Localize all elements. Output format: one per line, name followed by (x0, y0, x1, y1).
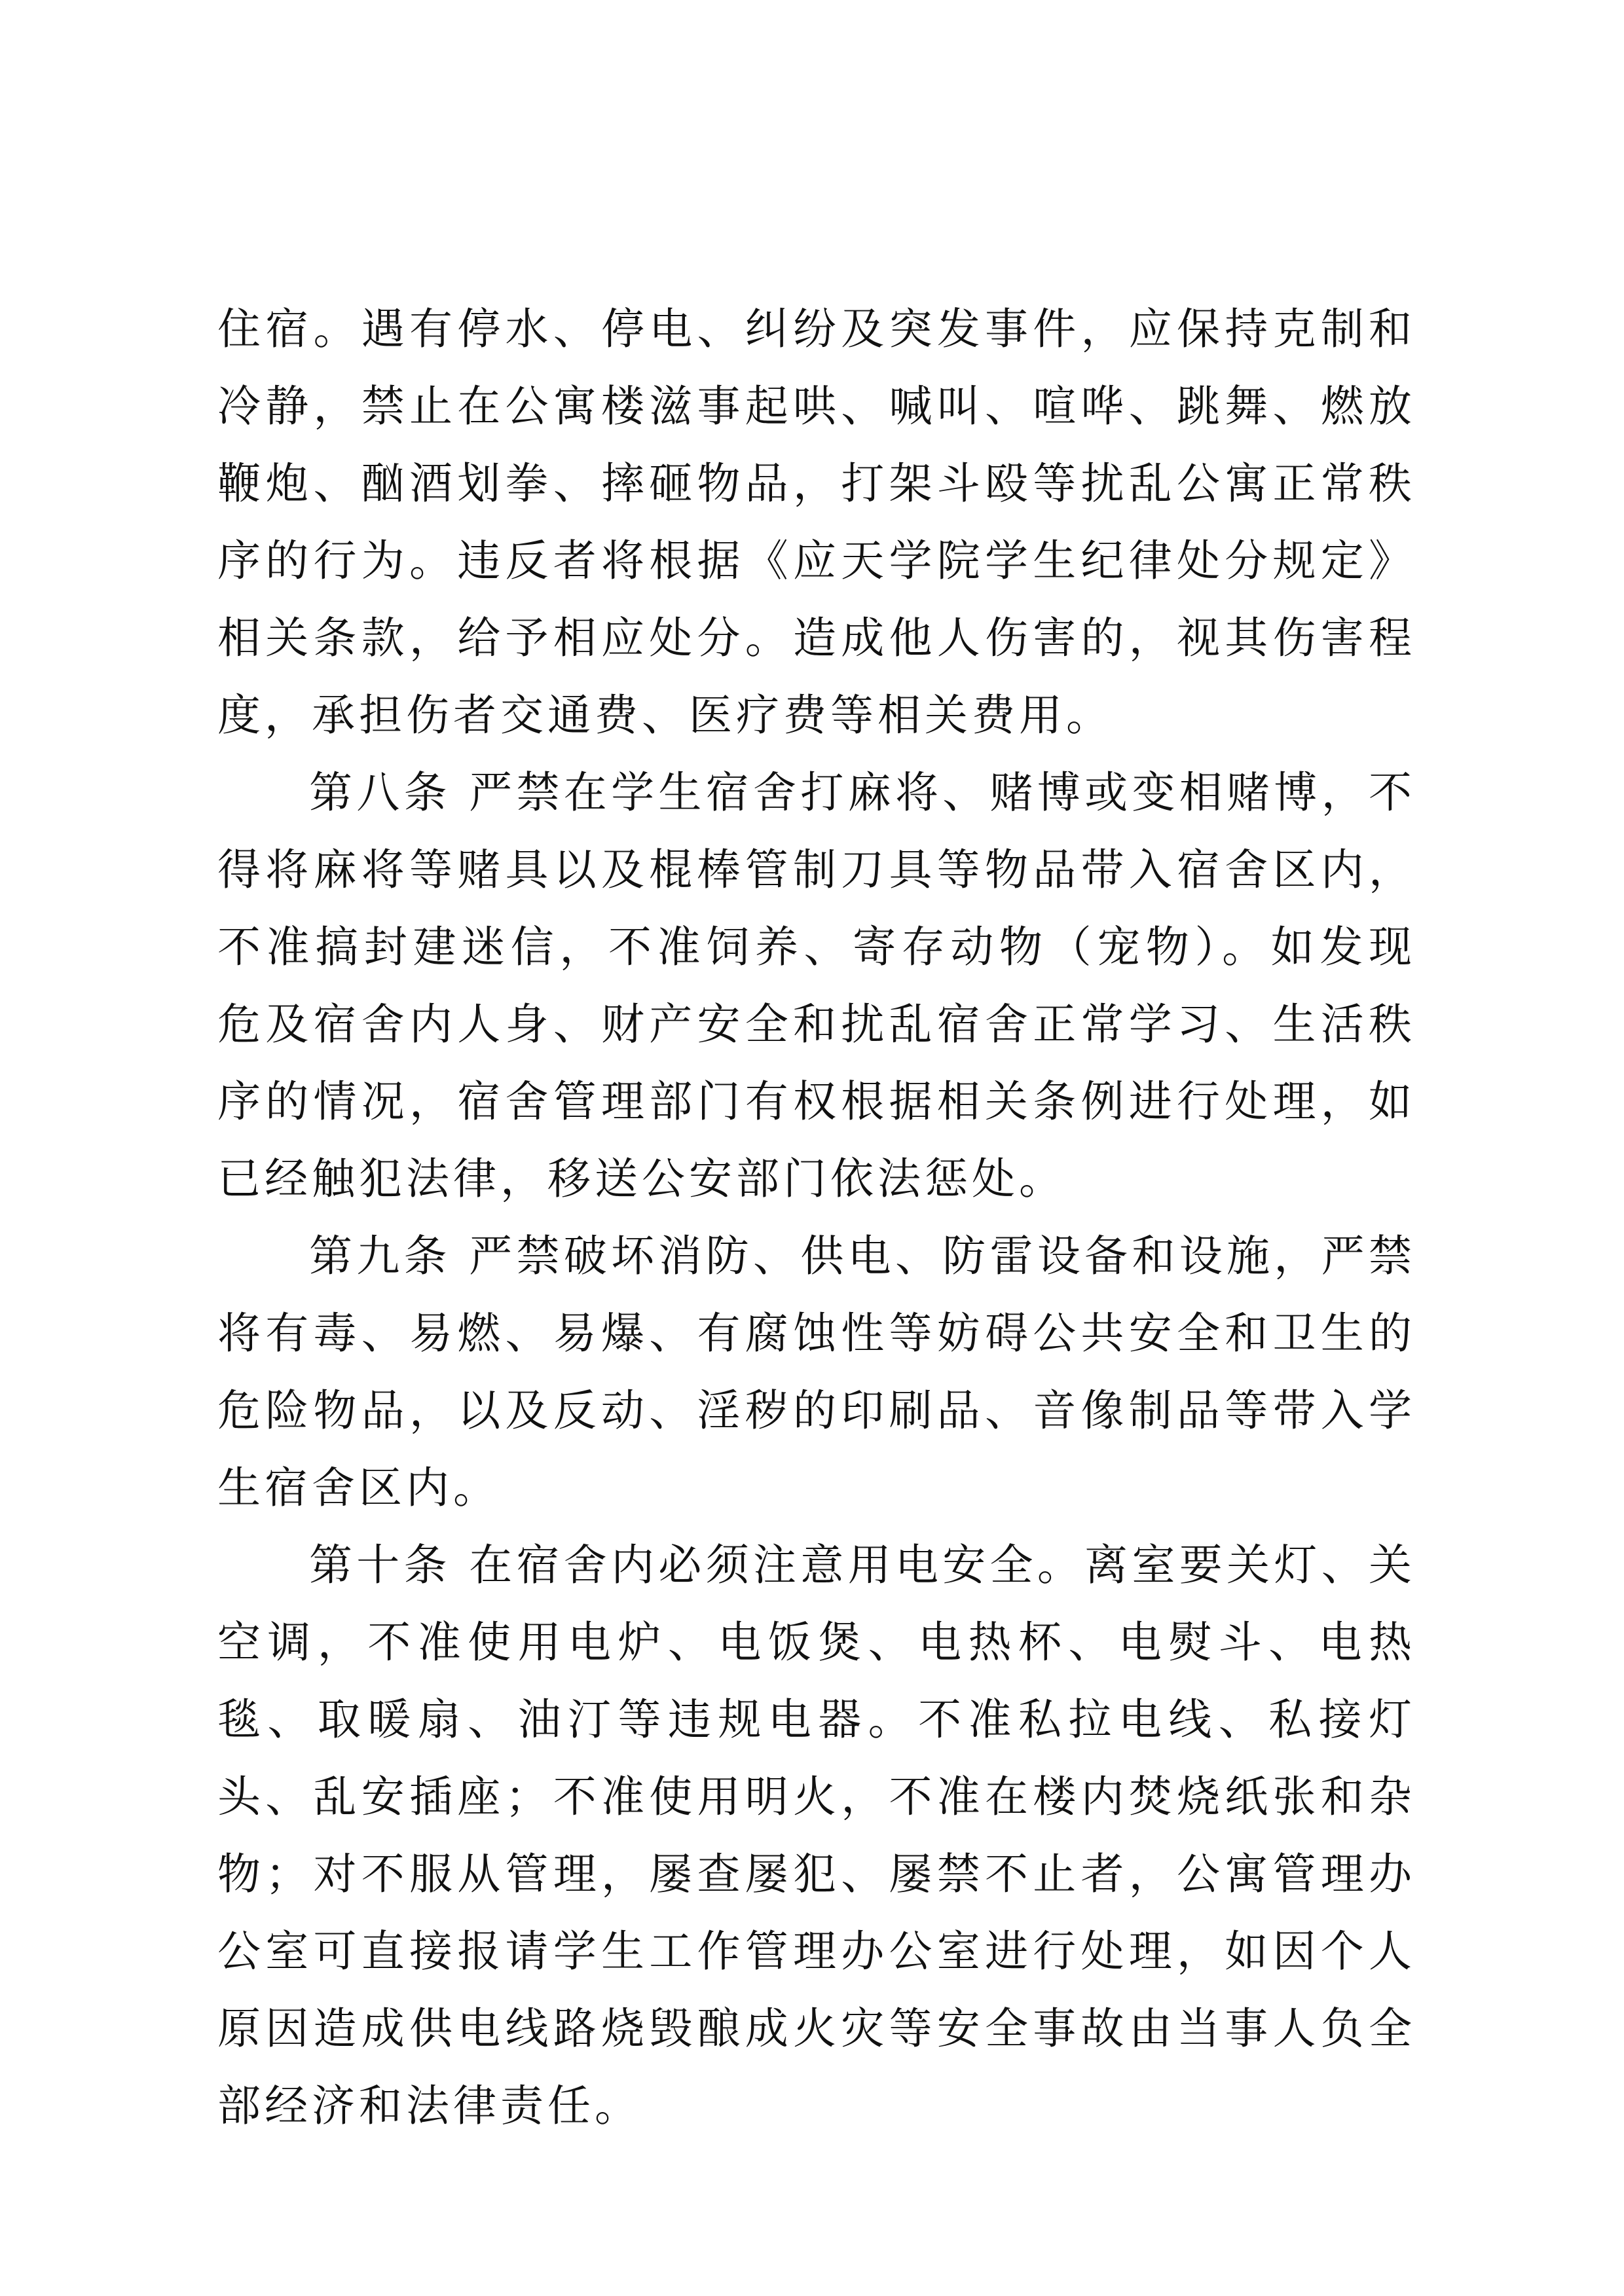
paragraph-continuation: 住宿。遇有停水、停电、纠纷及突发事件，应保持克制和冷静，禁止在公寓楼滋事起哄、喊叫、喧哗、跳舞、燃放鞭炮、酗酒划拳、摔砸物品，打架斗殴等扰乱公寓正常秩序的行为。违反者将根据《应天学院学生纪律处分规定》相关条款，给予相应处分。造成他人伤害的，视其伤害程度，承担伤者交通费、医疗费等相关费用。 (217, 304, 1416, 740)
paragraph-article-8: 第八条 严禁在学生宿舍打麻将、赌博或变相赌博，不得将麻将等赌具以及棍棒管制刀具等物品带入宿舍区内，不准搞封建迷信，不准饲养、寄存动物（宠物）。如发现危及宿舍内人身、财产安全和扰乱宿舍正常学习、生活秩序的情况，宿舍管理部门有权根据相关条例进行处理，如已经触犯法律，移送公安部门依法惩处。 (217, 767, 1416, 1204)
document-body (217, 291, 1416, 2145)
paragraph-article-10: 第十条 在宿舍内必须注意用电安全。离室要关灯、关空调，不准使用电炉、电饭煲、电热杯、电熨斗、电热毯、取暖扇、油汀等违规电器。不准私拉电线、私接灯头、乱安插座；不准使用明火，不准在楼内焚烧纸张和杂物；对不服从管理，屡查屡犯、屡禁不止者，公寓管理办公室可直接报请学生工作管理办公室进行处理，如因个人原因造成供电线路烧毁酿成火灾等安全事故由当事人负全部经济和法律责任。 (217, 1540, 1416, 2131)
paragraph-article-9: 第九条 严禁破坏消防、供电、防雷设备和设施，严禁将有毒、易燃、易爆、有腐蚀性等妨碍公共安全和卫生的危险物品，以及反动、淫秽的印刷品、音像制品等带入学生宿舍区内。 (217, 1231, 1416, 1513)
